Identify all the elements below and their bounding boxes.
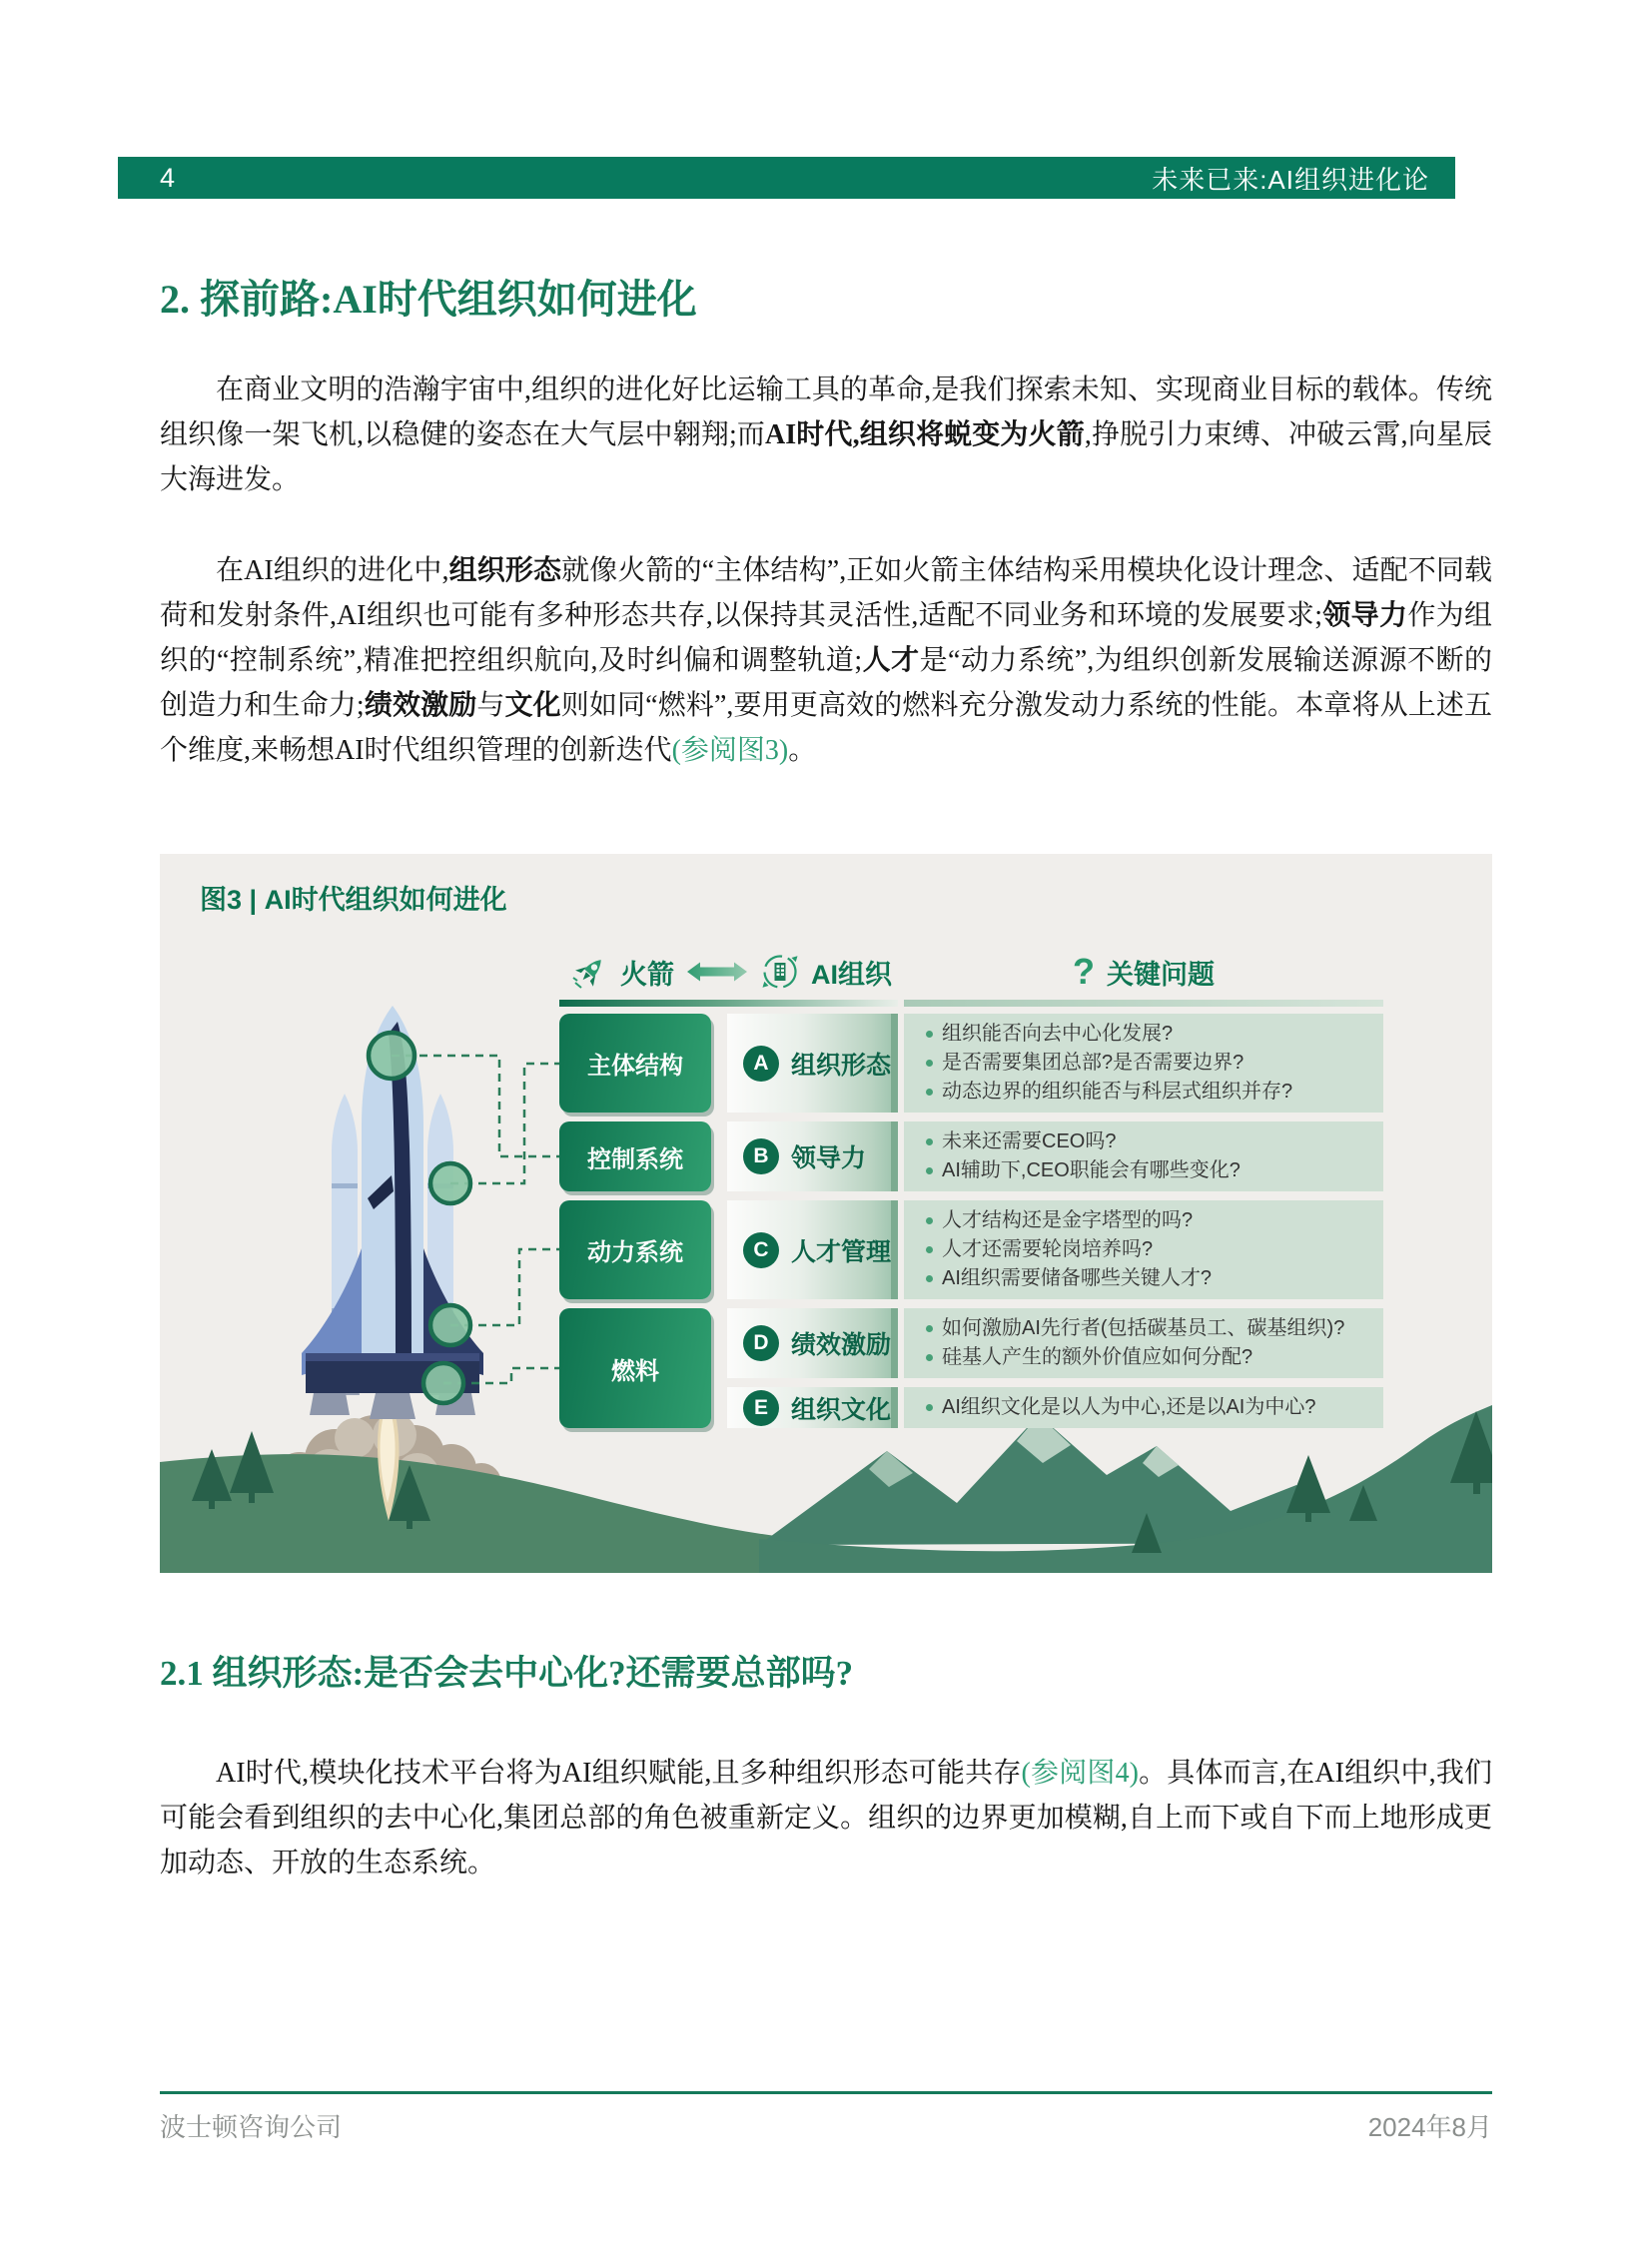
bullet-dot (926, 1167, 933, 1174)
footer (160, 2107, 1492, 2144)
bullet-dot (926, 1325, 933, 1332)
footer-rule (160, 2091, 1492, 2094)
question-item: 硅基人产生的额外价值应如何分配? (926, 1343, 1375, 1372)
footer-company: 波士顿咨询公司 (160, 2112, 343, 2142)
rocket-part-button: 燃料 (559, 1308, 711, 1428)
dimension-cell (727, 1200, 898, 1299)
dimension-label: 组织形态 (791, 1051, 892, 1080)
subsection-heading: 2.1 组织形态:是否会去中心化?还需要总部吗? (160, 1654, 854, 1693)
stage-badge: B (743, 1138, 779, 1174)
figure-reference-link[interactable]: (参阅图3) (671, 735, 789, 766)
stage-badge: E (743, 1390, 779, 1426)
questions-cell (904, 1387, 1383, 1428)
bullet-dot (926, 1217, 933, 1224)
framework-paragraph: 在AI组织的进化中,组织形态就像火箭的“主体结构”,正如火箭主体结构采用模块化设计理念、适配不同载荷和发射条件,AI组织也可能有多种形态共存,以保持其灵活性,适配不同业务和环境的发展要求;领导力作为组织的“控制系统”,精准把控组织航向,及时纠偏和调整轨道;人才是“动力系统”,为组织创新发展输送源源不断的创造力和生命力;绩效激励与文化则如同“燃料”,要用更高效的燃料充分激发动力系统的性能。本章将从上述五个维度,来畅想AI时代组织管理的创新迭代(参阅图3)。 (160, 555, 1493, 766)
bullet-dot (926, 1138, 933, 1145)
stage-badge: C (743, 1232, 779, 1268)
double-arrow-icon (685, 960, 749, 984)
figure-title: 图3 | AI时代组织如何进化 (200, 885, 507, 915)
stage-badge: D (743, 1325, 779, 1361)
intro-paragraph: 在商业文明的浩瀚宇宙中,组织的进化好比运输工具的革命,是我们探索未知、实现商业目标的载体。传统组织像一架飞机,以稳健的姿态在大气层中翱翔;而AI时代,组织将蜕变为火箭,挣脱引力束缚、冲破云霄,向星辰大海进发。 (160, 374, 1492, 495)
questions-cell (904, 1014, 1383, 1113)
question-item: AI辅助下,CEO职能会有哪些变化? (926, 1156, 1375, 1185)
figure-legend-right (904, 948, 1383, 996)
header-bar (118, 157, 1455, 199)
question-item: 未来还需要CEO吗? (926, 1127, 1375, 1156)
dimension-label: 组织文化 (791, 1395, 892, 1424)
document-title: 未来已来:AI组织进化论 (1152, 164, 1429, 195)
section-heading: 2. 探前路:AI时代组织如何进化 (160, 277, 697, 322)
question-item: 如何激励AI先行者(包括碳基员工、碳基组织)? (926, 1314, 1375, 1343)
subsection-paragraph: AI时代,模块化技术平台将为AI组织赋能,且多种组织形态可能共存(参阅图4)。具体而言,在AI组织中,我们可能会看到组织的去中心化,集团总部的角色被重新定义。组织的边界更加模糊,自上而下或自下而上地形成更加动态、开放的生态系统。 (160, 1758, 1493, 1878)
org-label: AI组织 (811, 959, 892, 990)
question-item: 动态边界的组织能否与科层式组织并存? (926, 1078, 1375, 1107)
question-icon: ? (1073, 951, 1095, 992)
question-item: 人才结构还是金字塔型的吗? (926, 1206, 1375, 1235)
rocket-part-button: 动力系统 (559, 1200, 711, 1299)
question-item: 组织能否向去中心化发展? (926, 1020, 1375, 1049)
questions-label: 关键问题 (1107, 959, 1215, 990)
bullet-dot (926, 1031, 933, 1038)
question-item: AI组织需要储备哪些关键人才? (926, 1264, 1375, 1293)
question-item: 人才还需要轮岗培养吗? (926, 1235, 1375, 1264)
bullet-dot (926, 1060, 933, 1067)
dimension-cell (727, 1387, 898, 1428)
rocket-label: 火箭 (620, 959, 674, 990)
question-item: AI组织文化是以人为中心,还是以AI为中心? (926, 1393, 1375, 1422)
figure-table (559, 1014, 1383, 1428)
bullet-dot (926, 1404, 933, 1411)
dimension-label: 人才管理 (791, 1237, 892, 1266)
dimension-label: 领导力 (791, 1144, 867, 1172)
bullet-dot (926, 1275, 933, 1282)
rocket-part-button: 主体结构 (559, 1014, 711, 1113)
questions-cell (904, 1121, 1383, 1191)
rocket-part-button: 控制系统 (559, 1121, 711, 1191)
footer-date: 2024年8月 (1367, 2112, 1492, 2142)
bullet-dot (926, 1089, 933, 1096)
rocket-icon (571, 953, 609, 991)
figure-3 (160, 854, 1492, 1573)
dimension-label: 绩效激励 (791, 1331, 892, 1359)
dimension-cell (727, 1014, 898, 1113)
legend-divider-right (904, 1000, 1383, 1007)
figure-legend-left (559, 948, 904, 996)
questions-cell (904, 1308, 1383, 1378)
stage-badge: A (743, 1046, 779, 1082)
bullet-dot (926, 1246, 933, 1253)
figure-reference-link[interactable]: (参阅图4) (1021, 1758, 1139, 1789)
page-number: 4 (160, 162, 176, 193)
question-item: 是否需要集团总部?是否需要边界? (926, 1049, 1375, 1078)
legend-divider-left (559, 1000, 898, 1007)
bullet-dot (926, 1354, 933, 1361)
questions-cell (904, 1200, 1383, 1299)
org-cycle-icon (760, 952, 800, 992)
dimension-cell (727, 1308, 898, 1378)
dimension-cell (727, 1121, 898, 1191)
